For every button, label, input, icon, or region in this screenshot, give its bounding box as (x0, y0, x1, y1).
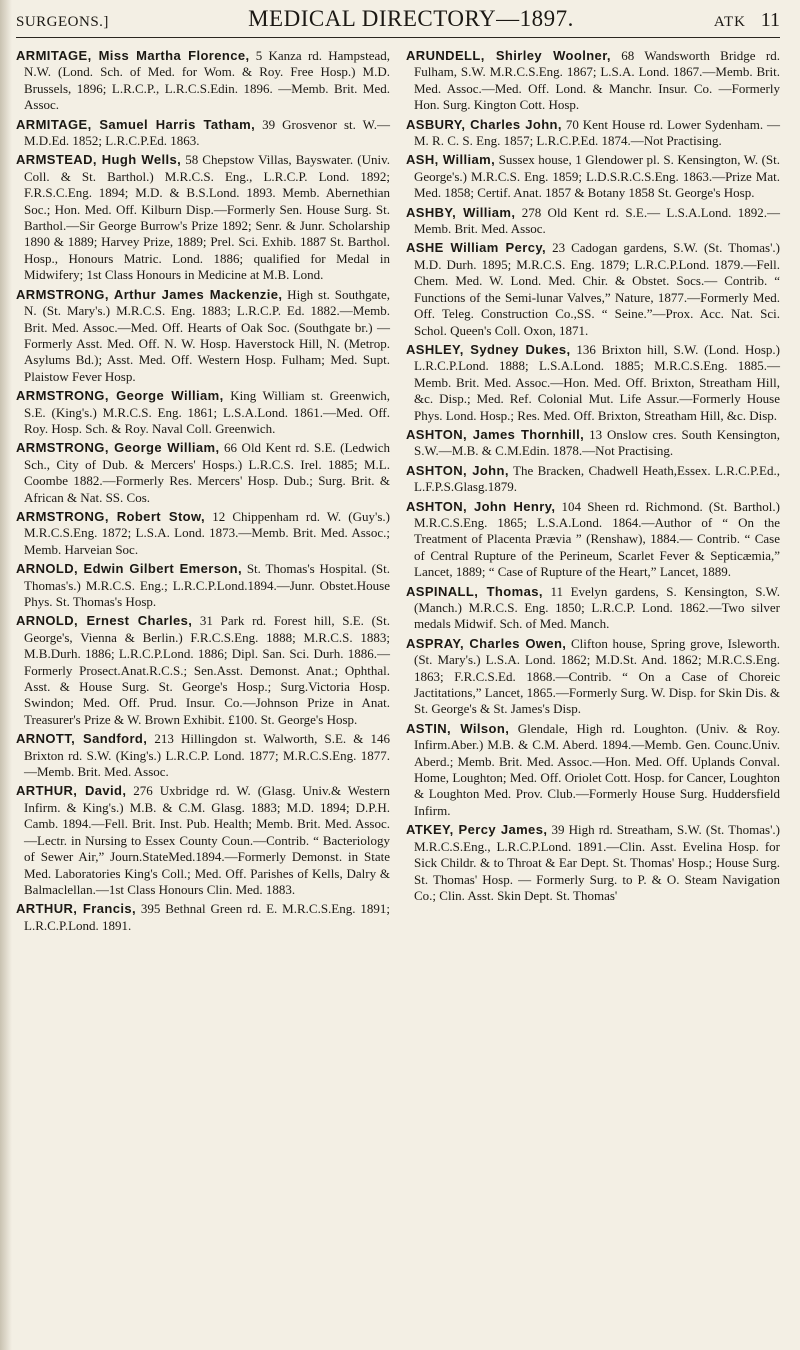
entry-name: ARMITAGE, Samuel Harris Tatham, (16, 116, 256, 132)
directory-entry (16, 152, 390, 283)
entry-name: ASTIN, Wilson, (406, 720, 510, 736)
entry-name: ARNOLD, Ernest Charles, (16, 613, 193, 629)
entry-name: ARNOTT, Sandford, (16, 731, 148, 747)
entry-name: ARUNDELL, Shirley Woolner, (406, 48, 611, 63)
entry-details: 39 Grosvenor st. W.—M.D.Ed. 1852; L.R.C.P.Ed. 1863. (24, 116, 390, 149)
entry-name: ASHTON, John Henry, (406, 498, 556, 514)
entry-details: 278 Old Kent rd. S.E.— L.S.A.Lond. 1892.—Memb. Brit. Med. Assoc. (414, 204, 780, 237)
directory-entry (406, 205, 780, 238)
entry-name: ARMSTRONG, Arthur James Mackenzie, (16, 286, 283, 302)
entry-details: 23 Cadogan gardens, S.W. (St. Thomas'.) M.D. Durh. 1895; M.R.C.S. Eng. 1879; L.R.C.P.Lond. 1879.—Fell. Chem. Med. W. Lond. Med. Chir. & Obstet. Socs.— Contrib. “ Functions of the Semi-lunar Valves,” Nature, 1877.—Formerly Med. Off. Teleg. Construction Co.,SS. “ Seine.”—Prox. Acc. Nat. Sci. Schol. Queen's Coll. Oxon, 1871. (414, 240, 781, 338)
entry-details: Glendale, High rd. Loughton. (Univ. & Roy. Infirm.Aber.) M.B. & C.M. Aberd. 1894.—Memb. Gen. Counc.Univ. Aberd.; Memb. Brit. Med. Assoc.—Hon. Med. Off. Uplands Conval. Home, Loughton; Med. Off. Oriolet Cott. Hosp. for Cancer, Loughton & Loughton Med. Prov. Club.—Formerly House Surg. Huddersfield Infirm. (414, 720, 780, 818)
directory-entry (406, 240, 780, 338)
entry-details: 13 Onslow cres. South Kensington, S.W.—M.B. & C.M.Edin. 1878.—Not Practising. (414, 426, 780, 459)
directory-entry (406, 636, 780, 718)
left-column (16, 48, 390, 937)
right-column (406, 48, 780, 937)
entry-details: St. Thomas's Hospital. (St. Thomas's.) M.R.C.S. Eng.; L.R.C.P.Lond.1894.—Junr. Obstet.House Phys. St. Thomas's Hosp. (24, 561, 390, 609)
entry-name: ASHTON, John, (406, 462, 509, 478)
directory-entry (406, 152, 780, 201)
entry-details: 213 Hillingdon st. Walworth, S.E. & 146 Brixton rd. S.W. (King's.) L.R.C.P. Lond. 1877; M.R.C.S.Eng. 1877.—Memb. Brit. Med. Assoc. (24, 731, 390, 780)
directory-entry (406, 427, 780, 460)
entry-details: 136 Brixton hill, S.W. (Lond. Hosp.) L.R.C.P.Lond. 1888; L.S.A.Lond. 1885; M.R.C.S.Eng. 1885.—Memb. Brit. Med. Assoc.—Hon. Med. Off. Brixton, Streatham Hill, &c. Disp.; Med. Ref. Colonial Mut. Life Assur.—Formerly House Phys. Lond. Hosp.; Res. Med. Off. Brixton, Streatham Hill, &c. Disp. (414, 341, 780, 423)
entry-name: ASH, William, (406, 152, 496, 168)
entry-name: ATKEY, Percy James, (406, 822, 548, 838)
directory-entry (16, 48, 390, 114)
directory-entry (16, 440, 390, 506)
running-head-section: SURGEONS.] (16, 14, 109, 30)
directory-entry (406, 342, 780, 424)
entry-name: ASPRAY, Charles Owen, (406, 635, 567, 651)
running-head (16, 6, 780, 38)
directory-entry (16, 117, 390, 150)
directory-entry (406, 721, 780, 819)
entry-name: ARMSTEAD, Hugh Wells, (16, 152, 182, 168)
entry-name: ASBURY, Charles John, (406, 116, 562, 132)
directory-entry (16, 509, 390, 558)
entry-details: 5 Kanza rd. Hampstead, N.W. (Lond. Sch. of Med. for Wom. & Roy. Free Hosp.) M.D. Brussels, 1896; L.R.C.P., L.R.C.S.Edin. 1896. —Memb. Brit. Med. Assoc. (24, 48, 390, 113)
page-number: 11 (760, 9, 780, 31)
entry-name: ASHLEY, Sydney Dukes, (406, 341, 571, 357)
directory-entry (406, 499, 780, 581)
entry-name: ARMSTRONG, George William, (16, 388, 224, 404)
directory-entry (406, 822, 780, 904)
entry-details: 276 Uxbridge rd. W. (Glasg. Univ.& Western Infirm. & King's.) M.B. & C.M. Glasg. 1883; M.D. 1894; D.P.H. Camb. 1894.—Fell. Brit. Inst. Pub. Health; Memb. Brit. Med. Assoc.—Lectr. in Nursing to Essex County Coun.—Contrib. “ Bacteriology of Sewer Air,” Journ.StateMed.1894.—Formerly Demonst. in State Med. Laboratories King's Coll.; Med. Off. Parishes of Kells, Dalry & Balmaclellan.—1st Class Honours Clin. Med. 1883. (24, 783, 391, 897)
entry-name: ASHE William Percy, (406, 240, 547, 256)
directory-entry (16, 613, 390, 728)
entry-details: 104 Sheen rd. Richmond. (St. Barthol.) M.R.C.S.Eng. 1865; L.S.A.Lond. 1864.—Author of “ On the Treatment of Placenta Prævia ” (Renshaw), 1884.— Contrib. “ Case of Central Rupture of the Perineum, Scarlet Fever & Septicæmia,” Lancet, 1889; “ Case of Rupture of the Heart,” Lancet, 1889. (414, 498, 780, 580)
directory-entry (406, 48, 780, 114)
entry-name: ARNOLD, Edwin Gilbert Emerson, (16, 561, 243, 577)
entry-columns (16, 48, 780, 937)
binding-edge-shadow (0, 0, 12, 1350)
entry-details: 70 Kent House rd. Lower Sydenham. — M. R. C. S. Eng. 1857; L.R.C.P.Ed. 1874.—Not Practising. (414, 116, 780, 149)
entry-details: 68 Wandsworth Bridge rd. Fulham, S.W. M.R.C.S.Eng. 1867; L.S.A. Lond. 1867.—Memb. Brit. Med. Assoc.—Med. Off. Lond. & Manchr. Insur. Co. —Formerly Hon. Surg. Kington Cott. Hosp. (414, 48, 780, 113)
entry-details: Sussex house, 1 Glendower pl. S. Kensington, W. (St. George's.) M.R.C.S. Eng. 1859; L.D.S.R.C.S.Eng. 1863.—Prize Mat. Med. 1858; Certif. Anat. 1857 & Botany 1858 St. George's Hosp. (414, 152, 781, 201)
entry-details: Clifton house, Spring grove, Isleworth. (St. Mary's.) L.S.A. Lond. 1862; M.D.St. And. 1862; M.R.C.S.Eng. 1863; F.R.C.S.Ed. 1868.—Contrib. “ On a Case of Choreic Jactitations,” Lancet, 1865.—Formerly Surg. W. Disp. for Skin Dis. & St. George's & St. James's Disp. (414, 635, 780, 717)
directory-entry (16, 901, 390, 934)
entry-details: 395 Bethnal Green rd. E. M.R.C.S.Eng. 1891; L.R.C.P.Lond. 1891. (24, 901, 390, 933)
directory-entry (406, 463, 780, 496)
entry-name: ARTHUR, David, (16, 783, 127, 799)
directory-entry (16, 388, 390, 437)
entry-name: ASHTON, James Thornhill, (406, 426, 585, 442)
entry-name: ASPINALL, Thomas, (406, 583, 543, 599)
directory-entry (406, 117, 780, 150)
entry-details: 31 Park rd. Forest hill, S.E. (St. George's, Vienna & Berlin.) F.R.C.S.Eng. 1888; M.R.C.S. 1883; M.B.Durh. 1886; L.R.C.P.Lond. 1886; Dipl. San. Sci. Durh. 1886.—Formerly Prosect.Anat.R.C.S.; Sen.Asst. Demonst. Anat.; Ophthal. Asst. & House Surg. St. George's Hosp.; Surg.Victoria Hosp. Swindon; Med. Off. Prud. Insur. Co.—Johnson Prize in Anat. Treasurer's Prize & W. Brown Exhibit. £100. St. George's Hosp. (24, 613, 391, 727)
entry-details: 11 Evelyn gardens, S. Kensington, S.W. (Manch.) M.R.C.S. Eng. 1850; L.R.C.P. Lond. 1862.—Two silver medals Midwif. Sch. of Med. Manch. (414, 583, 780, 632)
entry-details: 58 Chepstow Villas, Bayswater. (Univ. Coll. & St. Barthol.) M.R.C.S. Eng., L.R.C.P. Lond. 1892; F.R.S.C.Eng. 1894; M.D. & B.S.Lond. 1893. Memb. Abernethian Soc.; Hon. Med. Off. Kilburn Disp.—Formerly Sen. House Surg. St. Barthol.—Sir George Burrow's Prize 1892; Senr. & Junr. Scholarship 1890 & 1889; Harvey Prize, 1889; Prel. Sci. Exhib. 1887 St. Barthol. Hosp., Honours Matric. Lond. 1886; qualified for Medal in Midwifery; 1st Class Honours in Medicine at M.B. Lond. (24, 152, 390, 283)
entry-name: ASHBY, William, (406, 204, 516, 220)
entry-name: ARMSTRONG, George William, (16, 440, 220, 456)
entry-name: ARMSTRONG, Robert Stow, (16, 508, 206, 524)
directory-entry (16, 783, 390, 898)
entry-name: ARTHUR, Francis, (16, 901, 136, 917)
entry-details: King William st. Greenwich, S.E. (King's.) M.R.C.S. Eng. 1861; L.S.A.Lond. 1861.—Med. Off. Roy. Hosp. Sch. & Roy. Naval Coll. Greenwich. (24, 388, 390, 436)
entry-details: High st. Southgate, N. (St. Mary's.) M.R.C.S. Eng. 1883; L.R.C.P. Ed. 1882.—Memb. Brit. Med. Assoc.—Med. Off. Hearts of Oak Soc. (Southgate br.) — Formerly Asst. Med. Off. N. W. Hosp. Haverstock Hill, N. (Metrop. Asylums Bd.); Asst. Med. Off. Western Hosp. Fulham; Med. Supt. Plaistow Fever Hosp. (24, 286, 391, 384)
entry-details: 12 Chippenham rd. W. (Guy's.) M.R.C.S.Eng. 1872; L.S.A. Lond. 1873.—Memb. Brit. Med. Assoc.; Memb. Harveian Soc. (24, 508, 390, 557)
directory-entry (16, 561, 390, 610)
directory-entry (16, 287, 390, 385)
directory-entry (16, 731, 390, 780)
entry-details: The Bracken, Chadwell Heath,Essex. L.R.C.P.Ed., L.F.P.S.Glasg.1879. (414, 462, 780, 495)
running-head-title: MEDICAL DIRECTORY—1897. (248, 6, 574, 31)
entry-details: 39 High rd. Streatham, S.W. (St. Thomas'.) M.R.C.S.Eng., L.R.C.P.Lond. 1891.—Clin. Asst. Evelina Hosp. for Sick Childr. & to Throat & Ear Dept. St. Thomas' Hosp.; House Surg. St. Thomas' Hosp. — Formerly Surg. to P. & O. Steam Navigation Co.; Clin. Asst. Skin Dept. St. Thomas' (414, 822, 780, 903)
running-head-guide-word: ATK (713, 14, 746, 30)
entry-details: 66 Old Kent rd. S.E. (Ledwich Sch., City of Dub. & Mercers' Hosps.) L.R.C.S. Irel. 1885; M.L. Coombe 1882.—Formerly Res. Mercers' Hosp. Dub.; Surg. Brit. & African & Nat. SS. Cos. (24, 440, 390, 505)
directory-entry (406, 584, 780, 633)
entry-name: ARMITAGE, Miss Martha Florence, (16, 48, 250, 63)
